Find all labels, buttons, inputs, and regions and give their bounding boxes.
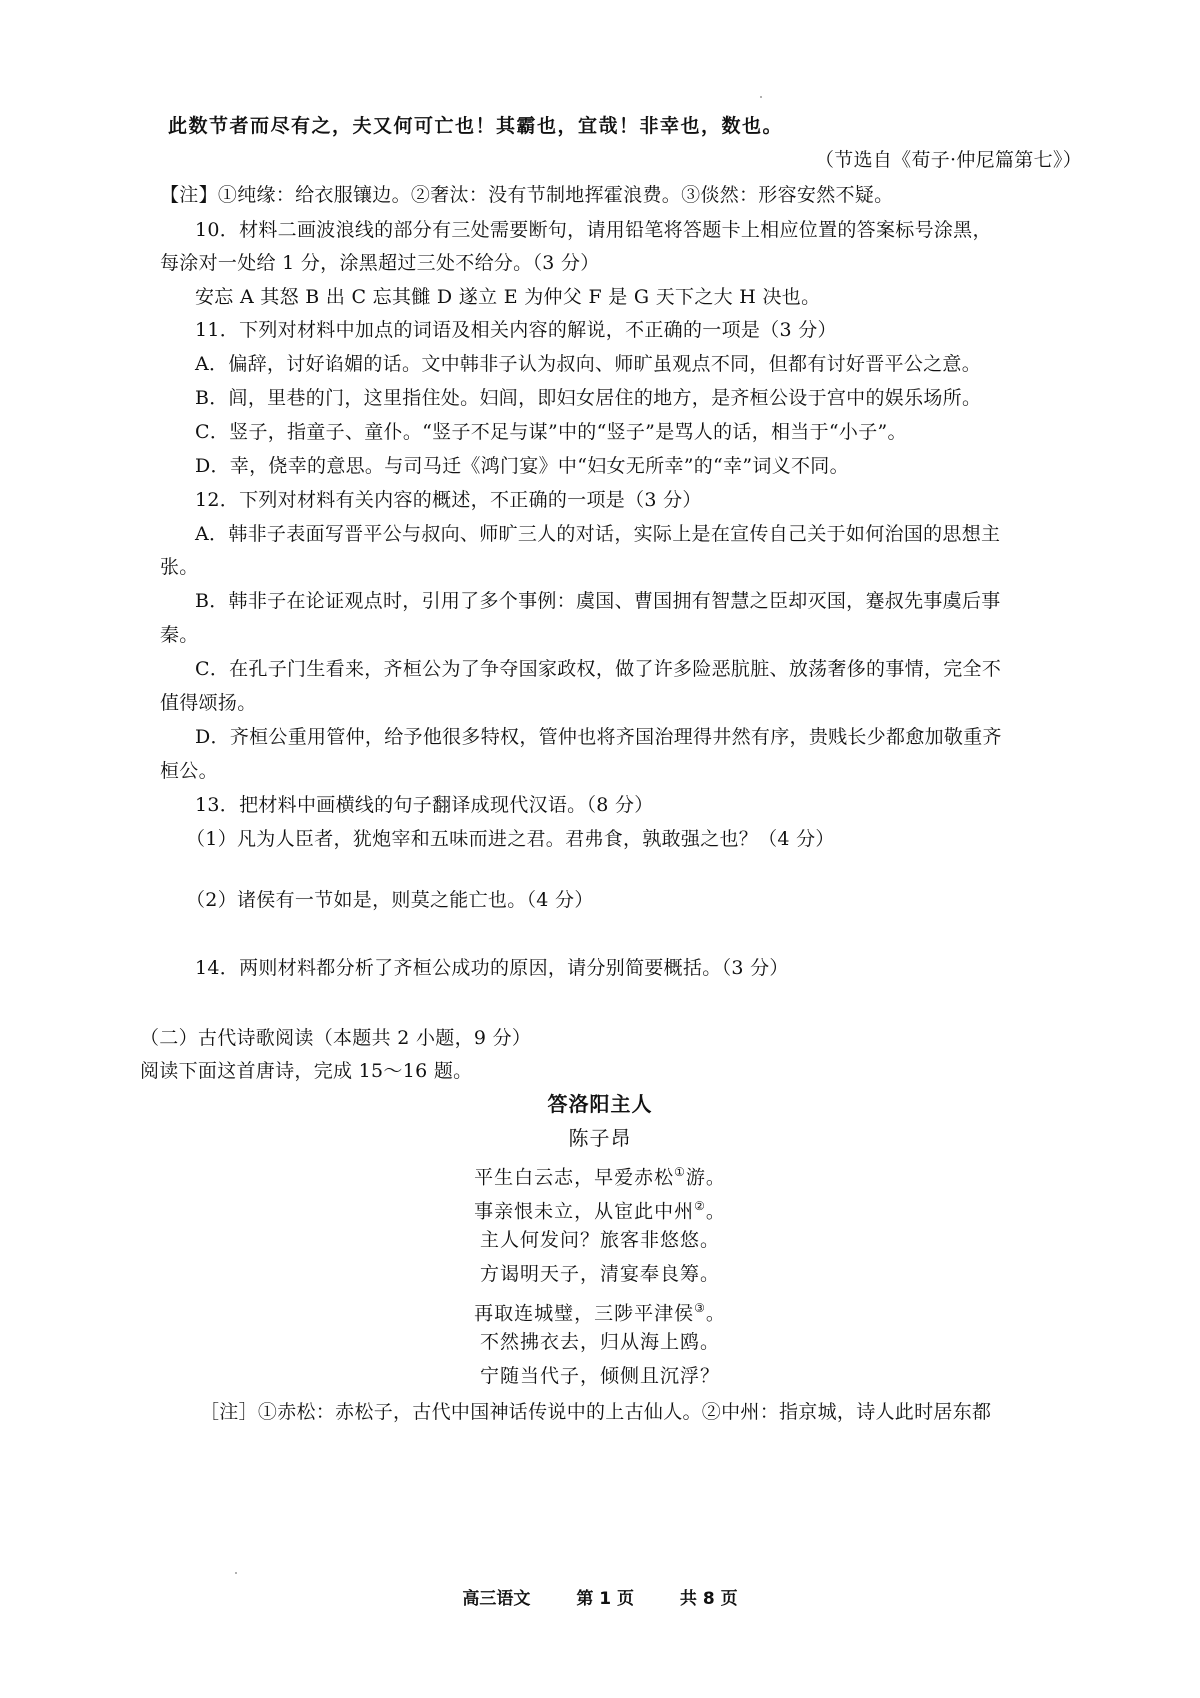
question-12-option-c: C．在孔子门生看来，齐桓公为了争夺国家政权，做了许多险恶肮脏、放荡奢侈的事情，完全不 bbox=[195, 658, 1002, 680]
poem-verse bbox=[0, 1328, 1200, 1356]
question-13-stem: 13．把材料中画横线的句子翻译成现代汉语。（8 分） bbox=[195, 794, 654, 816]
poetry-instructions: 阅读下面这首唐诗，完成 15～16 题。 bbox=[140, 1060, 473, 1082]
scan-speck bbox=[760, 96, 762, 98]
verse-text: 宁随当代子，倾侧且沉浮？ bbox=[479, 1365, 720, 1387]
poem-annotation: ［注］①赤松：赤松子，古代中国神话传说中的上古仙人。②中州：指京城，诗人此时居东都 bbox=[200, 1401, 992, 1423]
question-11-stem: 11．下列对材料中加点的词语及相关内容的解说，不正确的一项是（3 分） bbox=[195, 319, 837, 341]
verse-text: 平生白云志，早爱赤松 bbox=[474, 1166, 675, 1189]
poem-author: 陈子昂 bbox=[568, 1126, 632, 1150]
question-10-text: 安忘 A 其怒 B 出 C 忘其雠 D 遂立 E 为仲父 F 是 G 天下之大 H 决也。 bbox=[195, 286, 821, 308]
verse-text: 不然拂衣去，归从海上鸥。 bbox=[479, 1331, 720, 1353]
poem-title: 答洛阳主人 bbox=[547, 1092, 653, 1116]
question-12-option-a: A．韩非子表面写晋平公与叔向、师旷三人的对话，实际上是在宣传自己关于如何治国的思想主 bbox=[195, 523, 1001, 545]
poem-verse bbox=[0, 1362, 1200, 1390]
passage-ending-line: 此数节者而尽有之，夫又何可亡也！其霸也，宜哉！非幸也，数也。 bbox=[168, 115, 784, 137]
footnote-mark: ① bbox=[674, 1165, 686, 1179]
question-11-option-d: D．幸，侥幸的意思。与司马迁《鸿门宴》中“妇女无所幸”的“幸”词义不同。 bbox=[195, 455, 849, 477]
verse-text: 事亲恨未立，从宦此中州 bbox=[474, 1200, 695, 1223]
question-12-stem: 12．下列对材料有关内容的概述，不正确的一项是（3 分） bbox=[195, 489, 702, 511]
section-heading-poetry: （二）古代诗歌阅读（本题共 2 小题，9 分） bbox=[140, 1027, 532, 1049]
question-12-option-b: B．韩非子在论证观点时，引用了多个事例：虞国、曹国拥有智慧之臣却灭国，蹇叔先事虞后事 bbox=[195, 590, 1001, 612]
poem-verse bbox=[0, 1294, 1200, 1327]
verse-text: 方谒明天子，清宴奉良筹。 bbox=[479, 1263, 720, 1285]
question-10-stem: 10．材料二画波浪线的部分有三处需要断句，请用铅笔将答题卡上相应位置的答案标号涂黑， bbox=[195, 219, 992, 241]
verse-text: 主人何发问？旅客非悠悠。 bbox=[479, 1229, 720, 1251]
question-14-stem: 14．两则材料都分析了齐桓公成功的原因，请分别简要概括。（3 分） bbox=[195, 957, 789, 979]
footer-subject: 高三语文 bbox=[462, 1589, 531, 1609]
question-12-option-a-cont: 张。 bbox=[160, 556, 199, 578]
poem-verse bbox=[0, 1260, 1200, 1288]
source-citation: （节选自《荀子·仲尼篇第七》） bbox=[814, 149, 1082, 171]
question-12-option-b-cont: 秦。 bbox=[160, 624, 199, 646]
poem-verse bbox=[0, 1192, 1200, 1225]
question-11-option-a: A．偏辞，讨好谄媚的话。文中韩非子认为叔向、师旷虽观点不同，但都有讨好晋平公之意。 bbox=[195, 353, 982, 375]
footnote-mark: ② bbox=[694, 1199, 706, 1213]
page-footer bbox=[0, 1586, 1200, 1612]
question-11-option-c: C．竖子，指童子、童仆。“竖子不足与谋”中的“竖子”是骂人的话，相当于“小子”。 bbox=[195, 421, 907, 443]
scan-speck bbox=[235, 1572, 237, 1574]
poem-verse bbox=[0, 1226, 1200, 1254]
footer-page-number: 第 1 页 bbox=[576, 1589, 634, 1609]
question-13-part-2: （2）诸侯有一节如是，则莫之能亡也。（4 分） bbox=[186, 889, 594, 911]
question-13-part-1: （1）凡为人臣者，犹炮宰和五味而进之君。君弗食，孰敢强之也？（4 分） bbox=[186, 828, 835, 850]
verse-tail: 游。 bbox=[685, 1166, 726, 1189]
question-12-option-d-cont: 桓公。 bbox=[160, 760, 218, 782]
question-12-option-c-cont: 值得颂扬。 bbox=[160, 692, 257, 714]
poem-verse bbox=[0, 1158, 1200, 1191]
verse-tail: 。 bbox=[705, 1302, 726, 1325]
question-10-stem-cont: 每涂对一处给 1 分，涂黑超过三处不给分。（3 分） bbox=[160, 252, 600, 274]
question-12-option-d: D．齐桓公重用管仲，给予他很多特权，管仲也将齐国治理得井然有序，贵贱长少都愈加敬重齐 bbox=[195, 726, 1002, 748]
annotation-note: 【注】①纯缘：给衣服镶边。②奢汰：没有节制地挥霍浪费。③倓然：形容安然不疑。 bbox=[160, 184, 894, 206]
footnote-mark: ③ bbox=[694, 1301, 706, 1315]
question-11-option-b: B．闾，里巷的门，这里指住处。妇闾，即妇女居住的地方，是齐桓公设于宫中的娱乐场所。 bbox=[195, 387, 982, 409]
footer-total-pages: 共 8 页 bbox=[679, 1589, 738, 1609]
verse-text: 再取连城璧，三陟平津侯 bbox=[474, 1302, 695, 1325]
verse-tail: 。 bbox=[705, 1200, 726, 1223]
